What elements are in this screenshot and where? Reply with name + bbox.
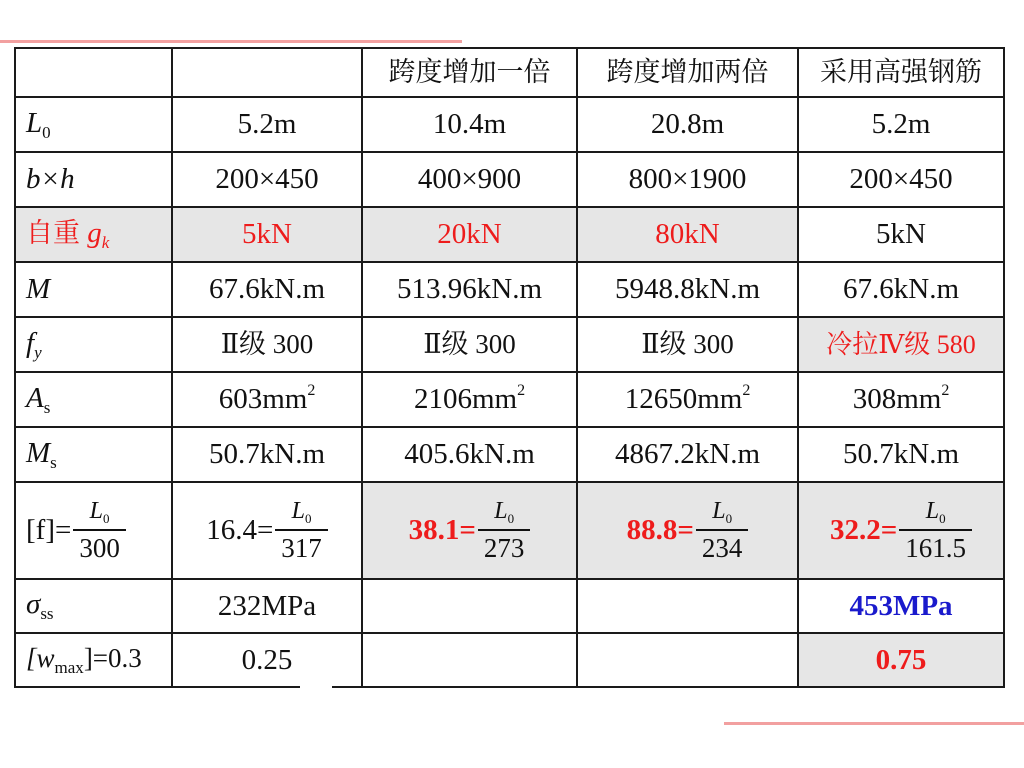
fraction-prefix: 16.4= bbox=[206, 514, 274, 546]
row-label-moment bbox=[15, 262, 172, 317]
decorative-line-bottom bbox=[724, 722, 1024, 725]
cell-value bbox=[798, 372, 1004, 427]
cell-value: Ⅱ级 300 bbox=[362, 317, 577, 372]
row-label-l0 bbox=[15, 97, 172, 152]
fraction-prefix: 38.1= bbox=[408, 514, 476, 546]
label-symbol: g bbox=[87, 216, 102, 249]
cell-value: 5.2m bbox=[172, 97, 362, 152]
fraction-numerator: $L_0$ bbox=[494, 498, 515, 526]
cell-value bbox=[577, 579, 798, 633]
label-symbol: f bbox=[26, 326, 35, 359]
row-moment bbox=[15, 262, 1004, 317]
row-label-deflection bbox=[15, 482, 172, 579]
cell-value: 80kN bbox=[577, 207, 798, 262]
cell-value bbox=[362, 482, 577, 579]
fraction-numerator: $L_0$ bbox=[712, 498, 733, 526]
cell-value: 0.75 bbox=[798, 633, 1004, 687]
fraction-denominator: 161.5 bbox=[905, 533, 967, 563]
cell-value bbox=[577, 633, 798, 687]
row-label-bxh: b×h bbox=[15, 152, 172, 207]
value-number: 12650 bbox=[624, 383, 698, 415]
row-label-as bbox=[15, 372, 172, 427]
cell-value: 冷拉Ⅳ级 580 bbox=[798, 317, 1004, 372]
label-subscript: s bbox=[43, 397, 51, 417]
header-cell-span-quadruple: 跨度增加两倍 bbox=[577, 48, 798, 97]
label-subscript: 0 bbox=[42, 122, 51, 142]
label-subscript: max bbox=[54, 657, 84, 677]
row-label-fy bbox=[15, 317, 172, 372]
cell-value: 67.6kN.m bbox=[798, 262, 1004, 317]
value-fraction bbox=[275, 499, 328, 562]
cell-value bbox=[172, 482, 362, 579]
value-unit: mm bbox=[896, 383, 942, 415]
label-subscript: k bbox=[101, 232, 110, 252]
row-l0 bbox=[15, 97, 1004, 152]
cell-value: 513.96kN.m bbox=[362, 262, 577, 317]
fraction-denominator: 234 bbox=[701, 533, 743, 563]
value-number: 2106 bbox=[413, 383, 472, 415]
value-fraction bbox=[696, 499, 749, 562]
header-cell-base bbox=[172, 48, 362, 97]
cell-value: 67.6kN.m bbox=[172, 262, 362, 317]
cell-value: 20kN bbox=[362, 207, 577, 262]
header-row bbox=[15, 48, 1004, 97]
header-cell-corner bbox=[15, 48, 172, 97]
value-number: 308 bbox=[852, 383, 897, 415]
decorative-line-top bbox=[0, 40, 462, 43]
cell-value: Ⅱ级 300 bbox=[172, 317, 362, 372]
cell-value: 200×450 bbox=[172, 152, 362, 207]
cell-value: 10.4m bbox=[362, 97, 577, 152]
value-fraction bbox=[899, 499, 972, 562]
label-chinese: 自重 bbox=[26, 217, 80, 249]
cell-value: 400×900 bbox=[362, 152, 577, 207]
value-unit-superscript: 2 bbox=[517, 382, 526, 399]
label-subscript: ss bbox=[40, 604, 54, 623]
label-symbol: L bbox=[26, 106, 43, 139]
row-self-weight bbox=[15, 207, 1004, 262]
fraction-numerator: $L_0$ bbox=[291, 498, 312, 526]
row-label-ms bbox=[15, 427, 172, 482]
value-unit: mm bbox=[697, 383, 743, 415]
cell-value bbox=[798, 482, 1004, 579]
row-label-w-max bbox=[15, 633, 172, 687]
row-deflection bbox=[15, 482, 1004, 579]
label-prefix: [w bbox=[26, 642, 55, 673]
cell-value bbox=[362, 372, 577, 427]
value-unit-superscript: 2 bbox=[742, 382, 751, 399]
value-number: 603 bbox=[218, 383, 263, 415]
value-unit: mm bbox=[262, 383, 308, 415]
cell-value bbox=[172, 372, 362, 427]
cell-value: 5kN bbox=[798, 207, 1004, 262]
row-as bbox=[15, 372, 1004, 427]
cell-value: 50.7kN.m bbox=[172, 427, 362, 482]
value-fraction bbox=[478, 499, 531, 562]
value-unit-superscript: 2 bbox=[941, 382, 950, 399]
row-sigma-ss bbox=[15, 579, 1004, 633]
cell-value: 800×1900 bbox=[577, 152, 798, 207]
cell-value: 4867.2kN.m bbox=[577, 427, 798, 482]
label-suffix: ]=0.3 bbox=[83, 642, 142, 673]
comparison-table bbox=[14, 47, 1005, 688]
fraction-numerator: $L_0$ bbox=[925, 498, 946, 526]
cell-value bbox=[362, 579, 577, 633]
label-subscript: y bbox=[34, 342, 42, 362]
cell-value: 232MPa bbox=[172, 579, 362, 633]
label-fraction bbox=[73, 499, 126, 562]
header-cell-span-double: 跨度增加一倍 bbox=[362, 48, 577, 97]
value-unit-superscript: 2 bbox=[307, 382, 316, 399]
cell-value bbox=[577, 372, 798, 427]
cell-value: 5948.8kN.m bbox=[577, 262, 798, 317]
cell-value: Ⅱ级 300 bbox=[577, 317, 798, 372]
border-gap bbox=[300, 684, 332, 694]
cell-value bbox=[577, 482, 798, 579]
cell-value: 0.25 bbox=[172, 633, 362, 687]
label-symbol: M bbox=[26, 436, 51, 469]
row-w-max bbox=[15, 633, 1004, 687]
value-unit: mm bbox=[471, 383, 518, 415]
row-bxh bbox=[15, 152, 1004, 207]
cell-value: 405.6kN.m bbox=[362, 427, 577, 482]
fraction-prefix: 88.8= bbox=[626, 514, 694, 546]
label-symbol: M bbox=[26, 273, 51, 305]
cell-value bbox=[362, 633, 577, 687]
fraction-numerator: $L_0$ bbox=[89, 498, 110, 526]
label-symbol: σ bbox=[26, 588, 41, 620]
fraction-denominator: 300 bbox=[79, 533, 120, 563]
row-fy bbox=[15, 317, 1004, 372]
cell-value: 50.7kN.m bbox=[798, 427, 1004, 482]
row-label-sigma-ss bbox=[15, 579, 172, 633]
fraction-denominator: 317 bbox=[281, 533, 322, 563]
cell-value: 20.8m bbox=[577, 97, 798, 152]
label-prefix: [f]= bbox=[26, 514, 72, 546]
row-label-self-weight bbox=[15, 207, 172, 262]
label-symbol: A bbox=[26, 381, 44, 414]
cell-value: 453MPa bbox=[798, 579, 1004, 633]
cell-value: 5.2m bbox=[798, 97, 1004, 152]
cell-value: 5kN bbox=[172, 207, 362, 262]
fraction-denominator: 273 bbox=[483, 533, 525, 563]
header-cell-high-strength-steel: 采用高强钢筋 bbox=[798, 48, 1004, 97]
cell-value: 200×450 bbox=[798, 152, 1004, 207]
fraction-prefix: 32.2= bbox=[829, 514, 898, 546]
label-subscript: s bbox=[50, 452, 57, 472]
row-ms bbox=[15, 427, 1004, 482]
